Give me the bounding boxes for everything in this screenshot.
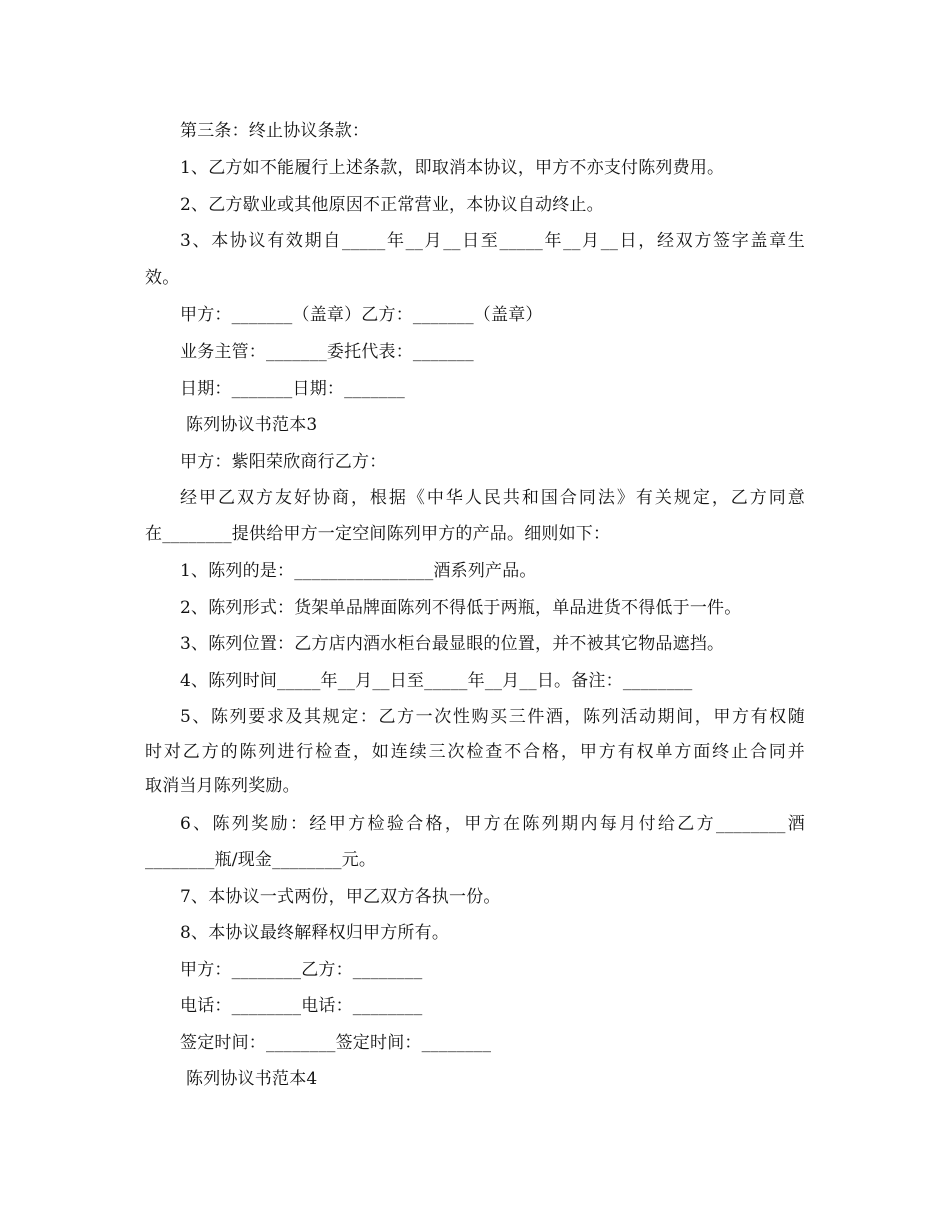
clause-line: 6、陈列奖励：经甲方检验合格，甲方在陈列期内每月付给乙方________酒: [180, 814, 805, 834]
party-line: 甲方：紫阳荣欣商行乙方：: [180, 452, 387, 472]
date-line: 签定时间：________签定时间：________: [180, 1033, 492, 1053]
signature-line: 业务主管：_______委托代表：_______: [180, 342, 474, 362]
clause-line: 1、乙方如不能履行上述条款，即取消本协议，甲方不亦支付陈列费用。: [180, 158, 725, 178]
signature-line: 甲方：_______（盖章）乙方：_______（盖章）: [180, 305, 543, 325]
paragraph-line-continued: 在________提供给甲方一定空间陈列甲方的产品。细则如下：: [145, 524, 611, 544]
clause-line: 2、陈列形式：货架单品牌面陈列不得低于两瓶，单品进货不得低于一件。: [180, 598, 742, 618]
paragraph-line: 经甲乙双方友好协商，根据《中华人民共和国合同法》有关规定，乙方同意: [180, 488, 805, 508]
clause-line-continued: 时对乙方的陈列进行检查，如连续三次检查不合格，甲方有权单方面终止合同并: [145, 742, 805, 762]
clause-line: 8、本协议最终解释权归甲方所有。: [180, 923, 450, 943]
clause-line-continued: 效。: [145, 268, 180, 288]
clause-line-continued: ________瓶/现金________元。: [145, 850, 377, 870]
signature-line: 甲方：________乙方：________: [180, 960, 423, 980]
clause-line: 4、陈列时间_____年__月__日至_____年__月__日。备注：________: [180, 671, 693, 691]
section-title: 陈列协议书范本3: [186, 415, 318, 435]
clause-line-continued: 取消当月陈列奖励。: [145, 776, 300, 796]
clause-line: 5、陈列要求及其规定：乙方一次性购买三件酒，陈列活动期间，甲方有权随: [180, 707, 805, 727]
section-title: 陈列协议书范本4: [186, 1069, 318, 1089]
clause-line: 7、本协议一式两份，甲乙双方各执一份。: [180, 887, 501, 907]
clause-line: 1、陈列的是：________________酒系列产品。: [180, 561, 537, 581]
clause-line: 3、本协议有效期自_____年__月__日至_____年__月__日，经双方签字盖章生: [180, 231, 805, 251]
clause-line: 2、乙方歇业或其他原因不正常营业，本协议自动终止。: [180, 195, 604, 215]
section-heading: 第三条：终止协议条款：: [180, 121, 370, 141]
phone-line: 电话：________电话：________: [180, 996, 423, 1016]
date-line: 日期：_______日期：_______: [180, 379, 405, 399]
clause-line: 3、陈列位置：乙方店内酒水柜台最显眼的位置，并不被其它物品遮挡。: [180, 634, 725, 654]
